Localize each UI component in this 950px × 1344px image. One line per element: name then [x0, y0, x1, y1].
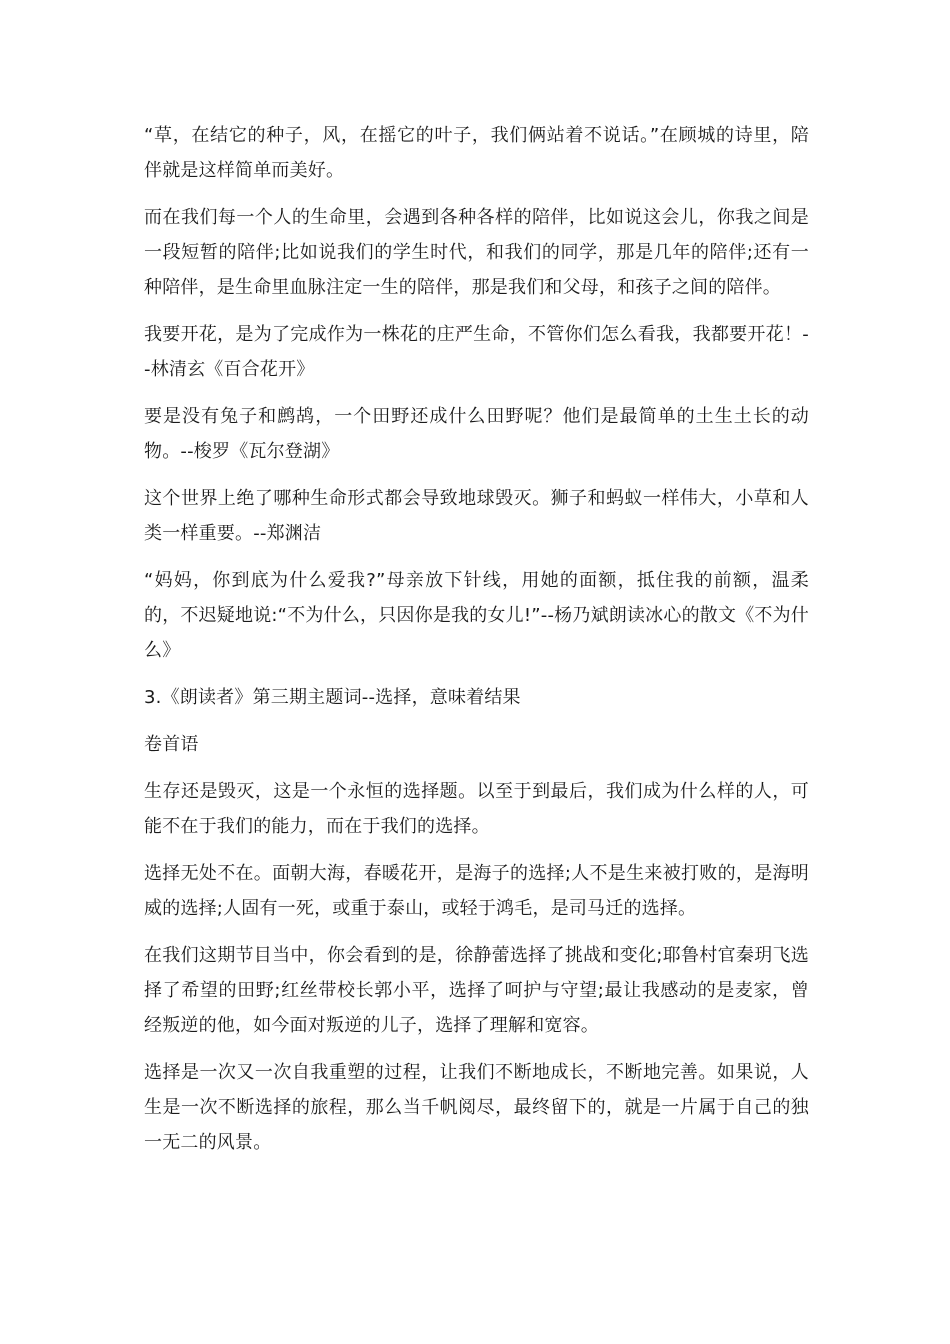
subheading-preface: 卷首语: [144, 734, 199, 755]
paragraph-bing-xin-quote: “妈妈，你到底为什么爱我?”母亲放下针线，用她的面额，抵住我的前额，温柔的，不迟疑地说:“不为什么，只因你是我的女儿!”--杨乃斌朗读冰心的散文《不为什么》: [144, 570, 809, 661]
paragraph-choice-examples: 选择无处不在。面朝大海，春暖花开，是海子的选择;人不是生来被打败的，是海明威的选择;人固有一死，或重于泰山，或轻于鸿毛，是司马迁的选择。: [144, 863, 809, 919]
paragraph-gu-cheng-quote: “草，在结它的种子，风，在摇它的叶子，我们俩站着不说话。”在顾城的诗里，陪伴就是这样简单而美好。: [144, 125, 809, 181]
paragraph-companionship: 而在我们每一个人的生命里，会遇到各种各样的陪伴，比如说这会儿，你我之间是一段短暂的陪伴;比如说我们的学生时代，和我们的同学，那是几年的陪伴;还有一种陪伴，是生命里血脉注定一生的陪伴，那是我们和父母，和孩子之间的陪伴。: [144, 207, 809, 298]
paragraph-lin-qingxuan-quote: 我要开花，是为了完成作为一株花的庄严生命，不管你们怎么看我，我都要开花！--林清玄《百合花开》: [144, 324, 809, 380]
paragraph-episode-guests: 在我们这期节目当中，你会看到的是，徐静蕾选择了挑战和变化;耶鲁村官秦玥飞选择了希望的田野;红丝带校长郭小平，选择了呵护与守望;最让我感动的是麦家，曾经叛逆的他，如今面对叛逆的儿子，选择了理解和宽容。: [144, 945, 809, 1036]
paragraph-choice-conclusion: 选择是一次又一次自我重塑的过程，让我们不断地成长，不断地完善。如果说，人生是一次不断选择的旅程，那么当千帆阅尽，最终留下的，就是一片属于自己的独一无二的风景。: [144, 1062, 809, 1153]
paragraph-choice-intro: 生存还是毁灭，这是一个永恒的选择题。以至于到最后，我们成为什么样的人，可能不在于我们的能力，而在于我们的选择。: [144, 781, 809, 837]
document-body: [144, 118, 809, 1172]
paragraph-thoreau-quote: 要是没有兔子和鹧鸪，一个田野还成什么田野呢？他们是最简单的土生土长的动物。--梭罗《瓦尔登湖》: [144, 406, 809, 462]
section-heading: 3.《朗读者》第三期主题词--选择，意味着结果: [144, 687, 521, 708]
paragraph-zheng-yuanjie-quote: 这个世界上绝了哪种生命形式都会导致地球毁灭。狮子和蚂蚁一样伟大，小草和人类一样重要。--郑渊洁: [144, 488, 809, 544]
